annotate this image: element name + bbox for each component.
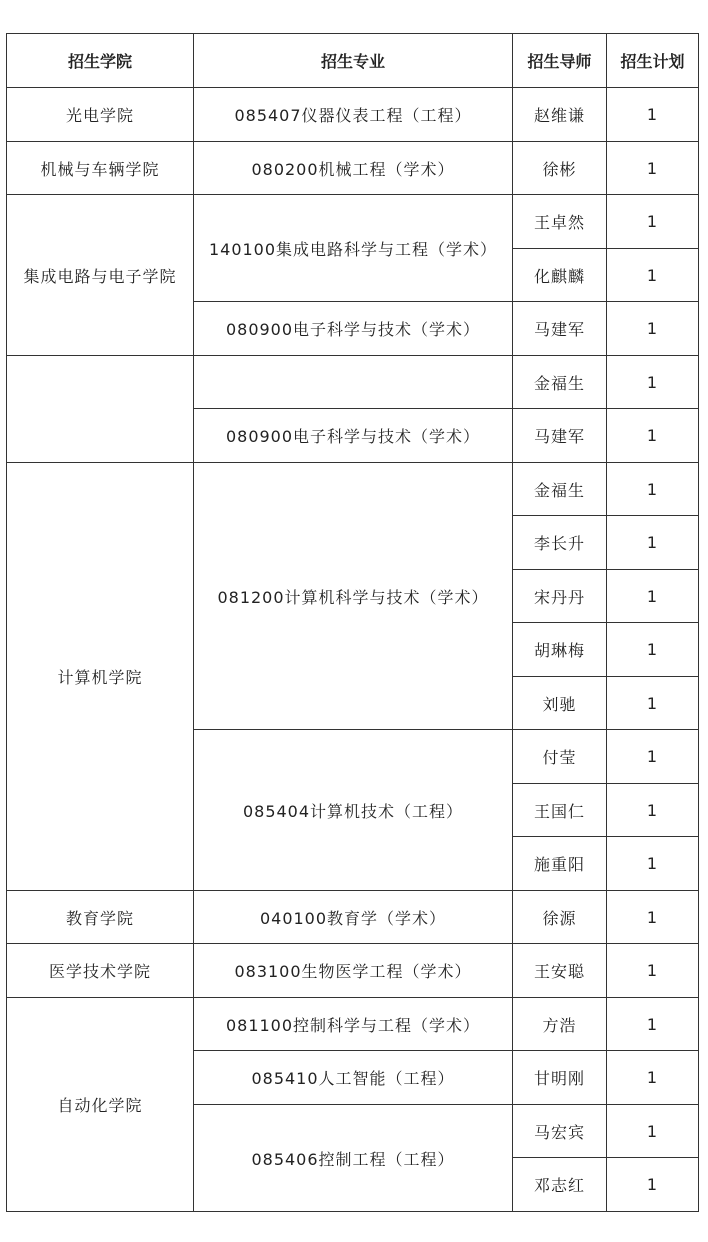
header-college: 招生学院 (67, 52, 132, 71)
advisor-cell: 李长升 (533, 534, 585, 553)
plan-cell: 1 (646, 105, 659, 124)
college-cell (7, 356, 193, 462)
major-cell: 081200计算机科学与技术（学术） (217, 588, 489, 607)
plan-cell: 1 (646, 480, 659, 499)
college-cell: 自动化学院 (57, 1096, 143, 1115)
plan-cell: 1 (646, 961, 659, 980)
plan-cell: 1 (646, 854, 659, 873)
advisor-cell: 化麒麟 (533, 267, 585, 286)
header-major: 招生专业 (320, 52, 385, 71)
plan-cell: 1 (646, 747, 659, 766)
major-cell (194, 356, 512, 409)
advisor-cell: 徐彬 (542, 160, 577, 179)
college-cell: 教育学院 (65, 909, 134, 928)
major-cell: 140100集成电路科学与工程（学术） (208, 239, 498, 259)
header-plan: 招生计划 (620, 52, 685, 71)
advisor-cell: 金福生 (533, 374, 585, 393)
plan-cell: 1 (646, 908, 659, 927)
major-cell: 080900电子科学与技术（学术） (225, 320, 481, 339)
major-cell: 085406控制工程（工程） (251, 1149, 455, 1169)
advisor-cell: 马建军 (533, 427, 585, 446)
advisor-cell: 赵维谦 (533, 106, 585, 125)
advisor-cell: 方浩 (542, 1016, 577, 1035)
advisor-cell: 甘明刚 (533, 1069, 585, 1088)
college-cell: 机械与车辆学院 (40, 160, 160, 179)
advisor-cell: 王卓然 (533, 213, 585, 232)
college-cell: 集成电路与电子学院 (23, 266, 177, 286)
major-cell: 085410人工智能（工程） (251, 1069, 455, 1088)
advisor-cell: 胡琳梅 (533, 641, 585, 660)
advisor-cell: 邓志红 (533, 1176, 585, 1195)
plan-cell: 1 (646, 533, 659, 552)
advisor-cell: 刘驰 (542, 695, 577, 714)
plan-cell: 1 (646, 426, 659, 445)
plan-cell: 1 (646, 319, 659, 338)
advisor-cell: 马建军 (533, 320, 585, 339)
advisor-cell: 马宏宾 (533, 1123, 585, 1142)
major-cell: 085404计算机技术（工程） (242, 801, 464, 821)
college-cell: 光电学院 (65, 106, 134, 125)
college-cell: 医学技术学院 (48, 962, 151, 981)
major-cell: 085407仪器仪表工程（工程） (234, 106, 472, 125)
plan-cell: 1 (646, 373, 659, 392)
grid-line-horizontal (6, 1211, 194, 1212)
major-cell: 040100教育学（学术） (259, 909, 447, 928)
college-cell: 计算机学院 (57, 668, 143, 687)
plan-cell: 1 (646, 801, 659, 820)
plan-cell: 1 (646, 212, 659, 231)
major-cell: 080900电子科学与技术（学术） (225, 427, 481, 446)
plan-cell: 1 (646, 587, 659, 606)
plan-cell: 1 (646, 159, 659, 178)
plan-cell: 1 (646, 640, 659, 659)
advisor-cell: 王安聪 (533, 962, 585, 981)
advisor-cell: 王国仁 (533, 802, 585, 821)
major-cell: 080200机械工程（学术） (251, 160, 455, 179)
advisor-cell: 施重阳 (533, 855, 585, 874)
plan-cell: 1 (646, 1015, 659, 1034)
grid-line-horizontal (193, 1211, 513, 1212)
major-cell: 081100控制科学与工程（学术） (225, 1016, 481, 1035)
plan-cell: 1 (646, 1122, 659, 1141)
grid-line-horizontal (512, 1211, 699, 1212)
plan-cell: 1 (646, 1175, 659, 1194)
advisor-cell: 徐源 (542, 909, 577, 928)
plan-cell: 1 (646, 694, 659, 713)
advisor-cell: 付莹 (542, 748, 577, 767)
plan-cell: 1 (646, 1068, 659, 1087)
major-cell: 083100生物医学工程（学术） (234, 962, 472, 981)
advisor-cell: 宋丹丹 (533, 588, 585, 607)
header-advisor: 招生导师 (527, 52, 592, 71)
plan-cell: 1 (646, 266, 659, 285)
advisor-cell: 金福生 (533, 481, 585, 500)
